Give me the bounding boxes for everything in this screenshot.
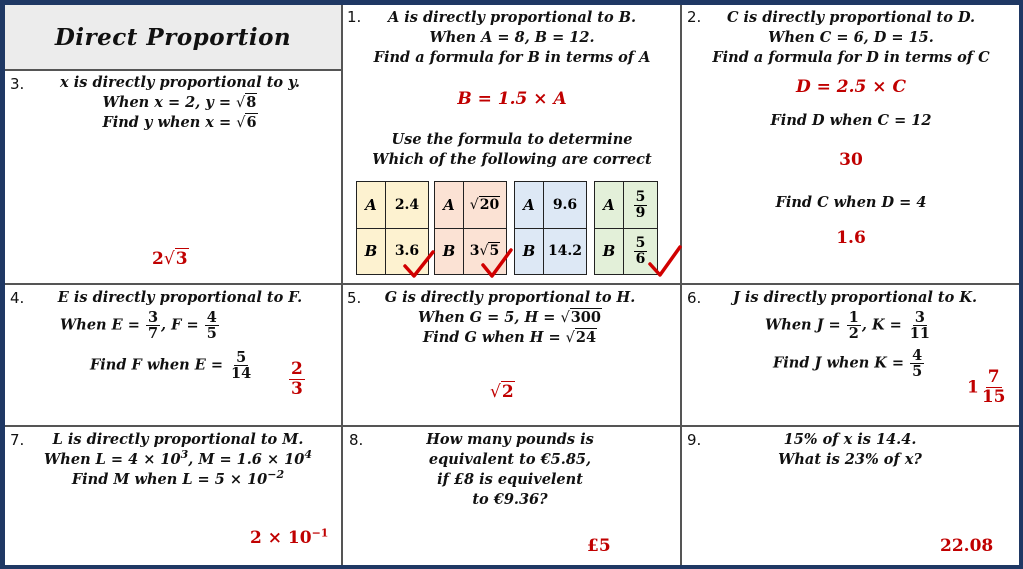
option-value: 9.6 — [552, 197, 578, 213]
grid-line — [5, 425, 1019, 427]
question-line: Which of the following are correct — [372, 151, 652, 168]
option-label: B — [515, 228, 544, 274]
answer: 30 — [839, 150, 863, 170]
question-line: C is directly proportional to D. — [726, 9, 976, 26]
checkmark-icon — [480, 247, 514, 279]
question-7 — [28, 430, 328, 490]
question-1 — [345, 8, 679, 68]
option-label: A — [595, 182, 624, 228]
answer: √2 — [490, 382, 514, 402]
question-line: G is directly proportional to H. — [384, 289, 636, 306]
grid-line — [680, 5, 682, 565]
answer: $\frac{2}{3}$ — [291, 359, 303, 399]
option-label: B — [595, 228, 624, 274]
question-2 — [684, 8, 1018, 68]
option-label: A — [435, 182, 464, 228]
question-line: if £8 is equivelent — [437, 471, 583, 488]
question-line: Find G when H = √24 — [422, 329, 597, 346]
question-number: 2. — [687, 8, 702, 26]
option-label: A — [515, 182, 544, 228]
question-line: When A = 8, B = 12. — [429, 29, 595, 46]
question-line: When x = 2, y = √8 — [102, 94, 257, 111]
question-line: Use the formula to determine — [391, 131, 633, 148]
question-9 — [740, 430, 960, 470]
question-line: When E = $\frac{3}{7}$ , F = $\frac{4}{5}$ — [60, 309, 217, 342]
option-label: A — [357, 182, 386, 228]
option-value: $\frac{5}{6}$ — [635, 234, 646, 267]
question-4 — [30, 288, 330, 308]
option-value: 14.2 — [547, 243, 583, 259]
option-value: √20 — [469, 197, 500, 213]
question-line: When C = 6, D = 15. — [768, 29, 934, 46]
question-number: 6. — [687, 289, 702, 307]
question-line: A is directly proportional to B. — [387, 9, 637, 26]
option-box — [514, 181, 587, 275]
grid-line — [5, 283, 1019, 285]
answer: 1.6 — [836, 228, 866, 248]
question-line: Find M when $L = 5 \times 10^{-2}$ — [71, 468, 285, 488]
question-3 — [20, 73, 340, 133]
question-line: Find a formula for D in terms of C — [712, 49, 990, 66]
question-line: Find F when E = $\frac{5}{14}$ — [90, 349, 252, 382]
question-number: 9. — [687, 431, 702, 449]
option-value: $\frac{5}{9}$ — [635, 188, 646, 221]
answer: B = 1.5 × A — [457, 89, 567, 109]
question-line: Find J when K = $\frac{4}{5}$ — [773, 347, 923, 380]
question-line: Find D when C = 12 — [770, 112, 932, 129]
question-line: When J = $\frac{1}{2}$ , K = $\frac{3}{11}$ — [765, 309, 930, 342]
question-line: 15% of x is 14.4. — [783, 431, 917, 448]
question-number: 3. — [10, 75, 25, 93]
question-line: J is directly proportional to K. — [733, 289, 977, 306]
answer: £5 — [587, 536, 611, 556]
question-number: 7. — [10, 431, 25, 449]
answer: 2√3 — [152, 249, 188, 269]
question-line: to €9.36? — [472, 491, 548, 508]
question-line: Find y when x = √6 — [102, 114, 257, 131]
question-line: How many pounds is — [426, 431, 594, 448]
checkmark-icon — [647, 244, 683, 278]
question-line: What is 23% of x? — [778, 451, 922, 468]
answer: 22.08 — [940, 536, 994, 556]
question-8 — [400, 430, 620, 510]
question-line: equivalent to €5.85, — [428, 451, 592, 468]
option-value: 3.6 — [394, 243, 420, 259]
worksheet-title: Direct Proportion — [5, 5, 341, 71]
answer: 1 $\frac{7}{15}$ — [967, 367, 1006, 407]
question-number: 1. — [347, 8, 362, 26]
question-line: When $L = 4 \times 10^3$, $M = 1.6 \times 10^4$ — [44, 448, 312, 468]
answer: D = 2.5 × C — [795, 77, 906, 97]
question-5 — [350, 288, 670, 348]
question-number: 4. — [10, 289, 25, 307]
question-6 — [700, 288, 1010, 308]
option-label: B — [357, 228, 386, 274]
option-value: 3 √5 — [469, 243, 500, 259]
question-line: x is directly proportional to y. — [60, 74, 300, 91]
checkmark-icon — [402, 249, 436, 279]
option-value: 2.4 — [394, 197, 420, 213]
question-line: L is directly proportional to M. — [52, 431, 304, 448]
answer: $2 \times 10^{-1}$ — [250, 526, 329, 548]
question-number: 8. — [349, 431, 364, 449]
question-line: When G = 5, H = √300 — [418, 309, 601, 326]
question-line: Find C when D = 4 — [775, 194, 927, 211]
question-line: E is directly proportional to F. — [57, 289, 303, 306]
grid-line — [341, 5, 343, 565]
question-number: 5. — [347, 289, 362, 307]
question-1-part-2 — [345, 130, 679, 170]
question-line: Find a formula for B in terms of A — [373, 49, 651, 66]
option-label: B — [435, 228, 464, 274]
